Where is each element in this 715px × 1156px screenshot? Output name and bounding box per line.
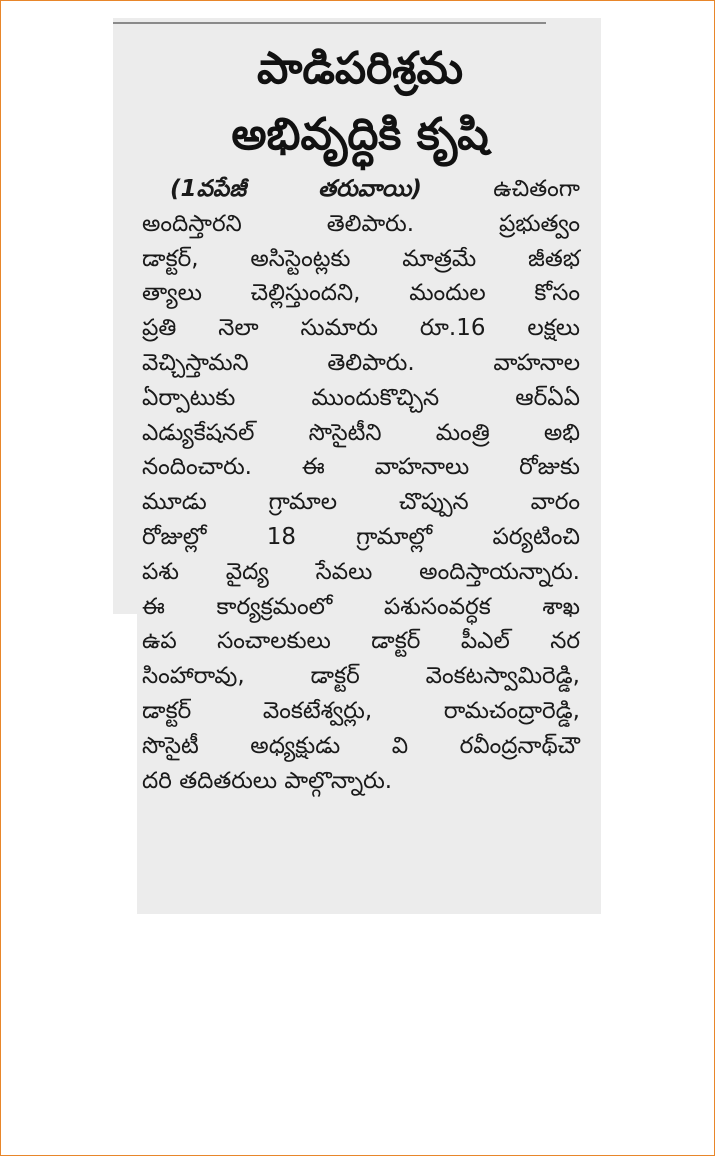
body-line-18: దరి తదితరులు పాల్గొన్నారు. [142, 767, 393, 794]
body-line-2: అందిస్తారని తెలిపారు. ప్రభుత్వం [142, 210, 580, 237]
body-line-17: సొసైటీ అధ్యక్షుడు వి రవీంద్రనాథ్‌చౌ [142, 732, 580, 759]
body-line-3: డాక్టర్, అసిస్టెంట్లకు మాత్రమే జీతభ [142, 245, 580, 272]
body-line-7: ఏర్పాటుకు ముందుకొచ్చిన ఆర్ఏఏ [142, 384, 580, 411]
clipping-cutout-edge [113, 614, 137, 914]
headline-line-2: అభివృద్ధికి కృషి [231, 109, 489, 160]
body-line-1 [142, 172, 580, 207]
body-line-10: మూడు గ్రామాల చొప్పున వారం [142, 489, 580, 516]
body-line-8: ఎడ్యుకేషనల్ సొసైటీని మంత్రి అభి [142, 419, 580, 446]
body-line-1-text: ఉచితంగా [493, 176, 580, 202]
body-line-6: వెచ్చిస్తామని తెలిపారు. వాహనాల [142, 349, 580, 376]
column-top-rule [113, 22, 546, 24]
body-line-11: రోజుల్లో 18 గ్రామాల్లో పర్యటించి [142, 523, 580, 550]
body-line-12: పశు వైద్య సేవలు అందిస్తాయన్నారు. [142, 558, 580, 585]
headline-line-1: పాడిపరిశ్రమ [256, 43, 464, 94]
body-line-5: ప్రతి నెలా సుమారు రూ.16 లక్షలు [142, 315, 580, 342]
article-body [142, 172, 580, 798]
body-line-16: డాక్టర్ వెంకటేశ్వర్లు, రామచంద్రారెడ్డి, [142, 697, 580, 724]
body-line-15: సింహారావు, డాక్టర్ వెంకటస్వామిరెడ్డి, [142, 663, 580, 690]
body-line-9: నందించారు. ఈ వాహనాలు రోజుకు [142, 454, 580, 481]
body-line-4: త్యాలు చెల్లిస్తుందని, మందుల కోసం [142, 280, 580, 307]
body-line-13: ఈ కార్యక్రమంలో పశుసంవర్ధక శాఖ [142, 593, 580, 620]
body-line-14: ఉప సంచాలకులు డాక్టర్ పీఎల్ నర [142, 628, 580, 655]
continuation-marker: (1వపేజీ తరువాయి) [170, 176, 422, 202]
article-headline [140, 36, 580, 168]
